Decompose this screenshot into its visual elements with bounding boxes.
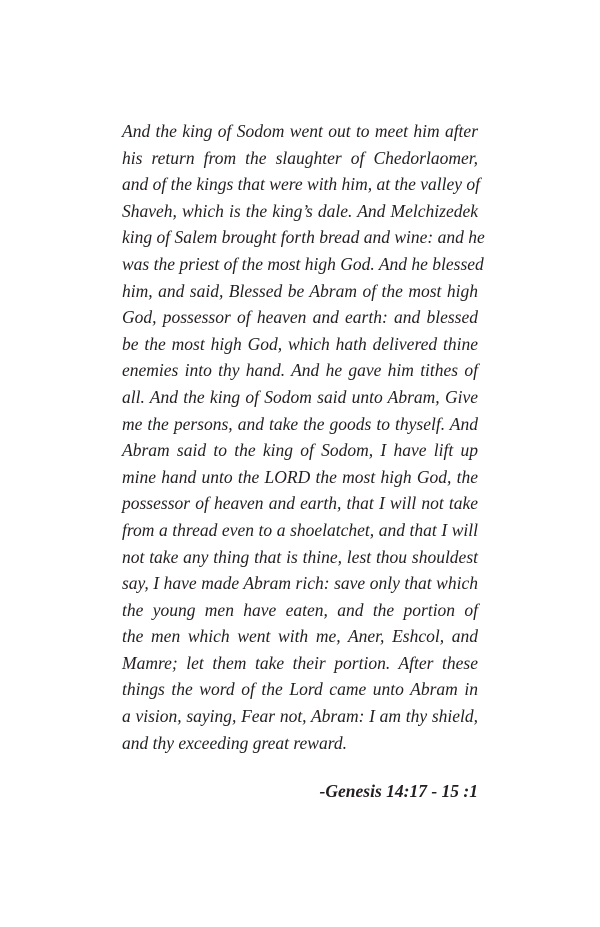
- passage-line: his return from the slaughter of Chedorlaomer,: [122, 147, 478, 168]
- passage-line: was the priest of the most high God. And he blessed: [122, 253, 484, 274]
- passage-line: all. And the king of Sodom said unto Abram, Give: [122, 386, 478, 407]
- passage-line: from a thread even to a shoelatchet, and that I will: [122, 519, 478, 540]
- passage-line: And the king of Sodom went out to meet him after: [122, 121, 478, 141]
- passage-line: the men which went with me, Aner, Eshcol, and: [122, 626, 478, 647]
- passage-line: king of Salem brought forth bread and wine: and he: [122, 227, 485, 248]
- passage-line: mine hand unto the LORD the most high God, the: [122, 466, 478, 487]
- passage-line: not take any thing that is thine, lest thou shouldest: [122, 546, 478, 567]
- passage-line: Mamre; let them take their portion. After these: [122, 652, 478, 673]
- passage-line: things the word of the Lord came unto Abram in: [122, 679, 478, 700]
- passage-line: Shaveh, which is the king’s dale. And Melchizedek: [122, 200, 478, 221]
- passage-line: him, and said, Blessed be Abram of the most high: [122, 280, 478, 301]
- passage-line: God, possessor of heaven and earth: and blessed: [122, 307, 478, 328]
- passage-line: possessor of heaven and earth, that I will not take: [122, 493, 478, 514]
- passage-line: me the persons, and take the goods to thyself. And: [122, 413, 478, 434]
- scripture-citation: -Genesis 14:17 - 15 :1: [319, 781, 478, 801]
- passage-line: say, I have made Abram rich: save only that which: [122, 573, 478, 594]
- scripture-passage: [122, 118, 485, 756]
- passage-line: enemies into thy hand. And he gave him tithes of: [122, 360, 478, 381]
- passage-line: be the most high God, which hath delivered thine: [122, 333, 478, 354]
- passage-line: Abram said to the king of Sodom, I have lift up: [122, 440, 478, 461]
- passage-line: and of the kings that were with him, at the valley of: [122, 174, 481, 195]
- passage-line: the young men have eaten, and the portion of: [122, 599, 478, 620]
- passage-line: a vision, saying, Fear not, Abram: I am thy shield,: [122, 706, 478, 727]
- passage-line: and thy exceeding great reward.: [122, 732, 348, 753]
